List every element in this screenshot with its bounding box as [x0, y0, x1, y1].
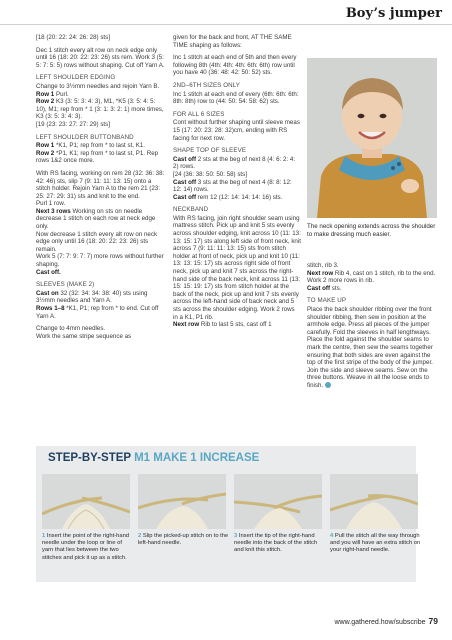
- section-heading: LEFT SHOULDER EDGING: [36, 74, 116, 82]
- column-1: [36, 34, 166, 340]
- paragraph: Inc 1 stitch at each end of 5th and then every following 8th (4th: 4th: 4th: 6th: 6th) row until you have 40 (36: 48: 42: 50: 52) sts.: [173, 54, 297, 77]
- instruction: [36, 290, 166, 305]
- header-divider: [0, 24, 452, 25]
- instruction: [36, 150, 166, 165]
- column-3: [307, 262, 437, 390]
- step-description: Insert the tip of the right-hand needle into the back of the stitch and knit this stitch.: [234, 533, 318, 554]
- step-number: 1: [42, 533, 46, 539]
- instruction-label: Row 1: [36, 142, 55, 150]
- instruction: [307, 270, 437, 278]
- paragraph: Dec 1 stitch every alt row on neck edge only until 16 (18: 20: 22: 23: 26) sts rem. Work 3 (5: 5: 7: 5: 5) rows without shaping. Cut off Yarn A.: [36, 46, 165, 69]
- instruction-label: Row 1: [36, 90, 55, 98]
- instruction-label: Cast off: [173, 193, 197, 201]
- stitch-count: [24 (36: 38: 50: 50: 58) sts]: [173, 170, 247, 178]
- paragraph: Inc 1 stitch at each end of every (6th: 6th: 6th: 8th: 8th) row to (44: 50: 54: 58: 62) sts.: [173, 90, 299, 106]
- instruction-text: sts.: [330, 284, 342, 292]
- instruction-label: Rows 1–8: [36, 305, 65, 312]
- paragraph: Purl 1 row.: [36, 200, 66, 208]
- instruction-text: *K1, P1; rep from * to end. Cut off Yarn A.: [36, 305, 159, 320]
- paragraph: [307, 306, 437, 390]
- step-description: Pull the stitch all the way through and you will have an extra stitch on your right-hand needle.: [330, 533, 421, 554]
- instruction: [173, 179, 301, 194]
- boy-photo: [307, 58, 437, 218]
- paragraph: stitch, rib 3.: [307, 262, 339, 269]
- instruction-label: Cast off.: [36, 268, 61, 276]
- instruction-text: *P1, K1; rep from * to last st, P1. Rep rows 1&2 once more.: [36, 149, 159, 165]
- section-heading: FOR ALL 6 SIZES: [173, 110, 225, 118]
- step-2-text: [138, 533, 230, 547]
- knitting-needles-illustration: [330, 474, 418, 529]
- paragraph: Change to 3½mm needles and rejoin Yarn B.: [36, 82, 160, 90]
- section-heading: LEFT SHOULDER BUTTONBAND: [36, 133, 134, 141]
- step-2-photo: [138, 474, 226, 529]
- instruction-label: Row 2: [36, 98, 55, 106]
- instruction-text: K3 (3: 5: 3: 4: 3), M1, *K5 (3: 5: 4: 5: 10), M1; rep from * 1 (3: 1: 3: 2: 1) more times, K3 (3: 5: 3: 4: 3).: [36, 98, 164, 121]
- end-mark-icon: [325, 382, 331, 388]
- instruction: [36, 142, 166, 150]
- paragraph: Work the same stripe sequence as: [36, 332, 132, 340]
- instruction-label: Cast on: [36, 289, 59, 297]
- instruction: [173, 194, 301, 202]
- knitting-needles-illustration: [234, 474, 322, 529]
- paragraph: Change to 4mm needles.: [36, 325, 106, 333]
- knitting-needles-illustration: [138, 474, 226, 529]
- instruction: [36, 91, 166, 99]
- stitch-count: [18 (20: 22: 24: 26: 28) sts]: [36, 34, 110, 41]
- panel-title-accent: M1 MAKE 1 INCREASE: [130, 452, 260, 464]
- instruction-text: *K1, P1; rep from * to last st, K1.: [54, 142, 146, 150]
- section-heading: NECKBAND: [173, 206, 209, 214]
- instruction-label: Next 3 rows: [36, 207, 71, 215]
- instruction-text: 2 sts at the beg of next 8 (4: 6: 2: 4: 2) rows.: [173, 155, 296, 171]
- instruction-label: Cast off: [307, 284, 331, 292]
- instruction: [173, 156, 301, 171]
- instruction: [36, 98, 166, 121]
- paragraph: With RS facing, join right shoulder seam using mattress stitch. Pick up and knit 5 sts evenly across shoulder edging, knit across 10 (11: 13: 13: 15: 17) sts along left side of front neck, knit across 7 (9: 11: 11: 13: 15) sts from stitch holder at front of neck, pick up and knit 10 (11: 13: 13: 15: 17) sts across right side of front neck, pick up and knit 7 sts across the right-hand side of the back neck, knit across 11 (13: 15: 15: 19: 17) sts from stitch holder at the back of the neck, pick up and knit 7 sts evenly across the left-hand side of back neck and 5 sts across the shoulder edging. Work 2 rows in a K1, P1 rib.: [173, 214, 301, 321]
- step-description: Insert the point of the right-hand needle under the loop or line of yarn that lies between the two stitches and pick it up as a stitch.: [42, 533, 130, 561]
- instruction-label: Cast off: [173, 155, 197, 163]
- step-number: 2: [138, 533, 142, 539]
- instruction-text: Working on sts on needle decrease 1 stitch on each row at neck edge only.: [36, 207, 156, 231]
- instruction-text: Rib 4, cast on 1 stitch, rib to the end.: [333, 269, 436, 277]
- step-3-text: [234, 533, 326, 555]
- knitting-needles-illustration: [42, 474, 130, 529]
- page-number: 79: [428, 616, 438, 626]
- paragraph: given for the back and front, AT THE SAME TIME shaping as follows:: [173, 34, 292, 49]
- page-footer: [334, 616, 438, 626]
- paragraph: Work 5 (7: 7: 9: 7: 7) more rows without further shaping.: [36, 253, 164, 269]
- step-4-photo: [330, 474, 418, 529]
- instruction-text: 3 sts at the beg of next 4 (8: 8: 12: 12: 14) rows.: [173, 178, 292, 194]
- instruction-label: Row 2: [36, 149, 55, 157]
- step-3-photo: [234, 474, 322, 529]
- instruction-label: Cast off: [173, 178, 197, 186]
- section-heading: SLEEVES (MAKE 2): [36, 281, 95, 289]
- instruction: [173, 321, 301, 329]
- section-heading: SHAPE TOP OF SLEEVE: [173, 147, 247, 155]
- paragraph: Work 2 more rows in rib.: [307, 277, 374, 285]
- paragraph: Now decrease 1 stitch every alt row on neck edge only until 16 (18: 20: 22: 23: 26) sts remain.: [36, 230, 158, 253]
- step-by-step-panel: [36, 446, 421, 582]
- panel-title: [48, 452, 259, 464]
- step-1-photo: [42, 474, 130, 529]
- page-title: Boy’s jumper: [345, 6, 442, 21]
- section-heading: 2ND–6TH SIZES ONLY: [173, 81, 241, 89]
- panel-title-main: STEP-BY-STEP: [48, 452, 131, 464]
- step-number: 4: [330, 533, 334, 539]
- step-1-text: [42, 533, 134, 562]
- instruction-text: Purl.: [54, 90, 69, 98]
- instruction-label: Next row: [173, 321, 200, 329]
- step-description: Slip the picked-up stitch on to the left-hand needle.: [138, 533, 229, 547]
- instruction-label: Next row: [307, 269, 334, 277]
- photo-caption: The neck opening extends across the shoulder to make dressing much easier.: [307, 223, 436, 238]
- paragraph-text: Place the back shoulder ribbing over the front shoulder ribbing, then sew in position at the armhole edge. Press all pieces of the jumper carefully. Fold the sleeves in half lengthways. Place the fold against the shoulder seams to mark the centre, then sew the seams together ensuring that both sides are even against the top of the first stripe of the body of the jumper. Join the side and sleeve seams. Sew on the three buttons. Weave in all the loose ends to finish.: [307, 305, 433, 389]
- boy-illustration: [307, 58, 437, 218]
- footer-url[interactable]: www.gathered.how/subscribe: [334, 619, 426, 626]
- instruction-text: rem 12 (12: 14: 14: 14: 16) sts.: [196, 193, 283, 201]
- step-4-text: [330, 533, 422, 555]
- paragraph: With RS facing, working on rem 28 (32: 36: 38: 42: 46) sts, slip 7 (9: 11: 11: 13: 15) onto a stitch holder. Rejoin Yarn A to the rem 21 (23: 25: 27: 29: 31) sts and knit to the end.: [36, 169, 165, 200]
- section-heading: TO MAKE UP: [307, 297, 347, 305]
- column-2: [173, 34, 301, 329]
- paragraph: Cont without further shaping until sleeve meas 15 (17: 20: 23: 28: 32)cm, ending with RS facing for next row.: [173, 119, 300, 142]
- step-number: 3: [234, 533, 238, 539]
- instruction-text: 32 (32: 34: 34: 38: 40) sts using 3½mm needles and Yarn A.: [36, 289, 148, 305]
- instruction: [36, 305, 166, 320]
- stitch-count: [19 (23: 23: 27: 27: 29) sts]: [36, 120, 110, 128]
- instruction-text: Rib to last 5 sts, cast off 1: [199, 321, 272, 329]
- instruction: [36, 208, 166, 231]
